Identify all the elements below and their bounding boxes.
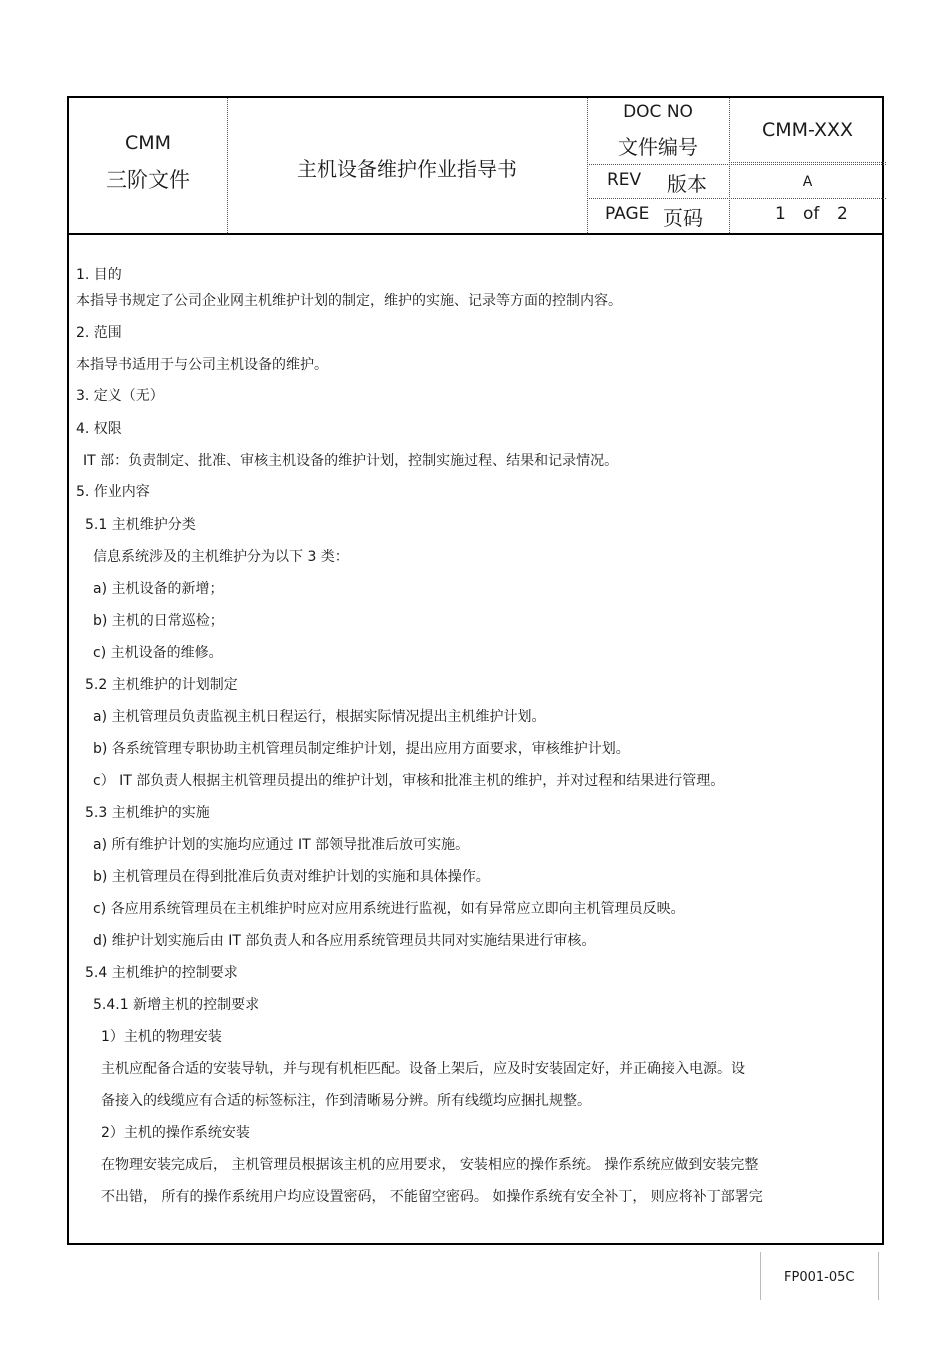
list-item: a) 主机管理员负责监视主机日程运行，根据实际情况提出主机维护计划。 [93,709,546,725]
list-item: d) 维护计划实施后由 IT 部负责人和各应用系统管理员共同对实施结果进行审核。 [93,933,596,949]
body-text: 主机应配备合适的安装导轨，并与现有机柜匹配。设备上架后，应及时安装固定好，并正确接入电源。设 [101,1061,745,1077]
section-heading: 4. 权限 [76,421,122,437]
list-item: b) 主机的日常巡检； [93,613,224,629]
section-heading: 1. 目的 [76,267,122,283]
body-text: 本指导书规定了公司企业网主机维护计划的制定，维护的实施、记录等方面的控制内容。 [76,293,622,309]
header-row-divider [587,198,886,199]
body-text: 备接入的线缆应有合适的标签标注，作到清晰易分辨。所有线缆均应捆扎规整。 [101,1093,591,1109]
rev-label-en: REV [607,170,642,190]
doc-level: 三阶文件 [106,168,190,192]
section-heading: 3. 定义（无） [76,388,164,404]
list-item: c） IT 部负责人根据主机管理员提出的维护计划，审核和批准主机的维护，并对过程和结果进行管理。 [93,773,725,789]
subsection-heading: 5.4.1 新增主机的控制要求 [93,997,260,1013]
list-item: b) 主机管理员在得到批准后负责对维护计划的实施和具体操作。 [93,869,490,885]
subsection-heading: 5.4 主机维护的控制要求 [85,965,238,981]
page-of: of [803,204,820,224]
item-heading: 1）主机的物理安装 [101,1029,222,1045]
header-row-divider [587,164,886,165]
doc-no-value: CMM-XXX [761,119,853,141]
list-item: b) 各系统管理专职协助主机管理员制定维护计划，提出应用方面要求，审核维护计划。 [93,741,630,757]
page-label-zh: 页码 [663,206,703,230]
page-total: 2 [837,204,848,224]
rev-value: A [802,174,813,190]
body-text: IT 部：负责制定、批准、审核主机设备的维护计划，控制实施过程、结果和记录情况。 [83,453,619,469]
list-item: a) 所有维护计划的实施均应通过 IT 部领导批准后放可实施。 [93,837,470,853]
subsection-heading: 5.2 主机维护的计划制定 [85,677,238,693]
form-code: FP001-05C [784,1270,855,1285]
item-heading: 2）主机的操作系统安装 [101,1125,250,1141]
doc-title: 主机设备维护作业指导书 [297,157,517,181]
header-row-divider [729,162,886,163]
body-text: 在物理安装完成后， 主机管理员根据该主机的应用要求， 安装相应的操作系统。 操作系统应做到安装完整 [101,1157,759,1173]
section-heading: 5. 作业内容 [76,484,150,500]
body-text: 本指导书适用于与公司主机设备的维护。 [76,357,328,373]
body-text: 信息系统涉及的主机维护分为以下 3 类： [93,549,349,565]
subsection-heading: 5.1 主机维护分类 [85,517,196,533]
doc-no-label-en: DOC NO [623,102,693,122]
subsection-heading: 5.3 主机维护的实施 [85,805,210,821]
document-header [69,98,882,235]
list-item: a) 主机设备的新增； [93,581,224,597]
page-label-en: PAGE [605,204,650,224]
section-heading: 2. 范围 [76,325,122,341]
rev-label-zh: 版本 [667,172,707,196]
list-item: c) 各应用系统管理员在主机维护时应对应用系统进行监视，如有异常应立即向主机管理员反映。 [93,901,685,917]
body-text: 不出错， 所有的操作系统用户均应设置密码， 不能留空密码。 如操作系统有安全补丁， 则应将补丁部署完 [101,1189,763,1205]
doc-no-label-zh: 文件编号 [618,135,698,159]
page-current: 1 [775,204,786,224]
list-item: c) 主机设备的维修。 [93,645,223,661]
org-name: CMM [124,132,172,154]
